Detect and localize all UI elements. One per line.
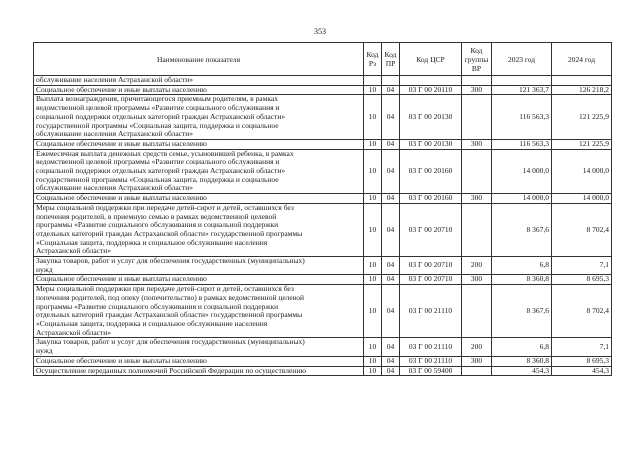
cell-name: Социальное обеспечение и иные выплаты населению [34,356,364,366]
cell-vr: 300 [462,85,492,95]
cell-name: Меры социальной поддержки при передаче детей-сирот и детей, оставшихся без попечения родителей, под опеку (попечительство) в рамках ведомственной целевой программы «Развитие социального обслуживания и социальной поддержки отдельных категорий граждан Астраханской области» государственной программы «Социальная защита, поддержка и социальное обслуживание населения Астраханской области» [34,285,364,338]
cell-2024: 14 000,0 [552,149,612,194]
cell-csr: 03 Г 00 20710 [400,203,462,256]
cell-csr: 03 Г 00 21110 [400,356,462,366]
table-row [34,194,612,204]
cell-2023 [492,76,552,86]
cell-name: Закупка товаров, работ и услуг для обеспечения государственных (муниципальных) нужд [34,338,364,356]
page-number: 353 [314,27,326,36]
table-row [34,275,612,285]
cell-vr [462,366,492,376]
cell-vr [462,95,492,140]
table-row [34,356,612,366]
cell-csr: 03 Г 00 20160 [400,149,462,194]
cell-2023: 8 360,8 [492,275,552,285]
cell-rz: 10 [364,139,382,149]
cell-2024: 8 695,3 [552,275,612,285]
cell-csr: 03 Г 00 20110 [400,85,462,95]
cell-csr: 03 Г 00 20710 [400,257,462,275]
cell-vr: 200 [462,257,492,275]
cell-2024: 121 225,9 [552,139,612,149]
cell-pr: 04 [382,275,400,285]
cell-2024: 7,1 [552,257,612,275]
cell-csr: 03 Г 00 20130 [400,95,462,140]
table-row [34,76,612,86]
cell-rz [364,76,382,86]
cell-2023: 14 000,0 [492,149,552,194]
cell-rz: 10 [364,194,382,204]
header-pr: Код ПР [382,43,400,76]
cell-csr: 03 Г 00 59400 [400,366,462,376]
cell-2023: 6,8 [492,257,552,275]
table-row [34,139,612,149]
table-row [34,257,612,275]
cell-2023: 8 367,6 [492,203,552,256]
cell-vr [462,203,492,256]
header-rz: Код Рз [364,43,382,76]
cell-2024: 8 695,3 [552,356,612,366]
cell-name: Закупка товаров, работ и услуг для обеспечения государственных (муниципальных) нужд [34,257,364,275]
budget-table [33,42,612,376]
header-vr: Код группы ВР [462,43,492,76]
cell-2024: 126 218,2 [552,85,612,95]
cell-pr: 04 [382,95,400,140]
cell-name: Социальное обеспечение и иные выплаты населению [34,275,364,285]
cell-rz: 10 [364,257,382,275]
cell-name: Осуществление переданных полномочий Российской Федерации по осуществлению [34,366,364,376]
cell-name: Социальное обеспечение и иные выплаты населению [34,139,364,149]
table-header-row [34,43,612,76]
cell-rz: 10 [364,85,382,95]
cell-rz: 10 [364,285,382,338]
cell-2023: 121 363,7 [492,85,552,95]
cell-vr: 300 [462,194,492,204]
cell-csr: 03 Г 00 20160 [400,194,462,204]
cell-pr: 04 [382,194,400,204]
cell-pr: 04 [382,149,400,194]
cell-name: Ежемесячная выплата денежных средств семье, усыновившей ребенка, в рамках ведомственной целевой программы «Развитие социального обслуживания и социальной поддержки отдельных категорий граждан Астраханской области» государственной программы «Социальная защита, поддержка и социальное обслуживание населения Астраханской области» [34,149,364,194]
table-row [34,285,612,338]
cell-2023: 8 367,6 [492,285,552,338]
cell-2024: 8 702,4 [552,203,612,256]
cell-vr [462,76,492,86]
cell-pr: 04 [382,356,400,366]
cell-vr [462,285,492,338]
table-row [34,203,612,256]
cell-2024: 121 225,9 [552,95,612,140]
cell-2024: 454,3 [552,366,612,376]
cell-rz: 10 [364,149,382,194]
cell-2023: 14 000,0 [492,194,552,204]
table-row [34,95,612,140]
table-row [34,338,612,356]
cell-csr: 03 Г 00 21110 [400,338,462,356]
cell-2023: 6,8 [492,338,552,356]
cell-2024 [552,76,612,86]
cell-rz: 10 [364,366,382,376]
cell-vr: 300 [462,356,492,366]
cell-pr: 04 [382,85,400,95]
cell-csr: 03 Г 00 21110 [400,285,462,338]
cell-pr: 04 [382,203,400,256]
cell-name: Социальное обеспечение и иные выплаты населению [34,85,364,95]
cell-2023: 116 563,3 [492,95,552,140]
cell-name: Социальное обеспечение и иные выплаты населению [34,194,364,204]
header-name: Наименование показателя [34,43,364,76]
cell-vr: 300 [462,275,492,285]
cell-2024: 8 702,4 [552,285,612,338]
cell-csr: 03 Г 00 20710 [400,275,462,285]
cell-rz: 10 [364,203,382,256]
cell-pr [382,76,400,86]
cell-2023: 454,3 [492,366,552,376]
cell-2024: 14 000,0 [552,194,612,204]
cell-csr [400,76,462,86]
cell-2023: 116 563,3 [492,139,552,149]
cell-pr: 04 [382,139,400,149]
cell-pr: 04 [382,338,400,356]
cell-name: обслуживание населения Астраханской области» [34,76,364,86]
header-2024: 2024 год [552,43,612,76]
cell-2024: 7,1 [552,338,612,356]
cell-pr: 04 [382,366,400,376]
cell-rz: 10 [364,275,382,285]
table-row [34,85,612,95]
table-row [34,149,612,194]
cell-vr: 300 [462,139,492,149]
cell-rz: 10 [364,356,382,366]
header-csr: Код ЦСР [400,43,462,76]
cell-pr: 04 [382,285,400,338]
header-2023: 2023 год [492,43,552,76]
cell-csr: 03 Г 00 20130 [400,139,462,149]
cell-name: Меры социальной поддержки при передаче детей-сирот и детей, оставшихся без попечения родителей, в приемную семью в рамках ведомственной целевой программы «Развитие социального обслуживания и социальной поддержки отдельных категорий граждан Астраханской области» государственной программы «Социальная защита, поддержка и социальное обслуживание населения Астраханской области» [34,203,364,256]
cell-2023: 8 360,8 [492,356,552,366]
cell-name: Выплата вознаграждения, причитающегося приемным родителям, в рамках ведомственной целевой программы «Развитие социального обслуживания и социальной поддержки отдельных категорий граждан Астраханской области» государственной программы «Социальная защита, поддержка и социальное обслуживание населения Астраханской области» [34,95,364,140]
cell-rz: 10 [364,338,382,356]
table-row [34,366,612,376]
cell-rz: 10 [364,95,382,140]
cell-pr: 04 [382,257,400,275]
cell-vr [462,149,492,194]
cell-vr: 200 [462,338,492,356]
